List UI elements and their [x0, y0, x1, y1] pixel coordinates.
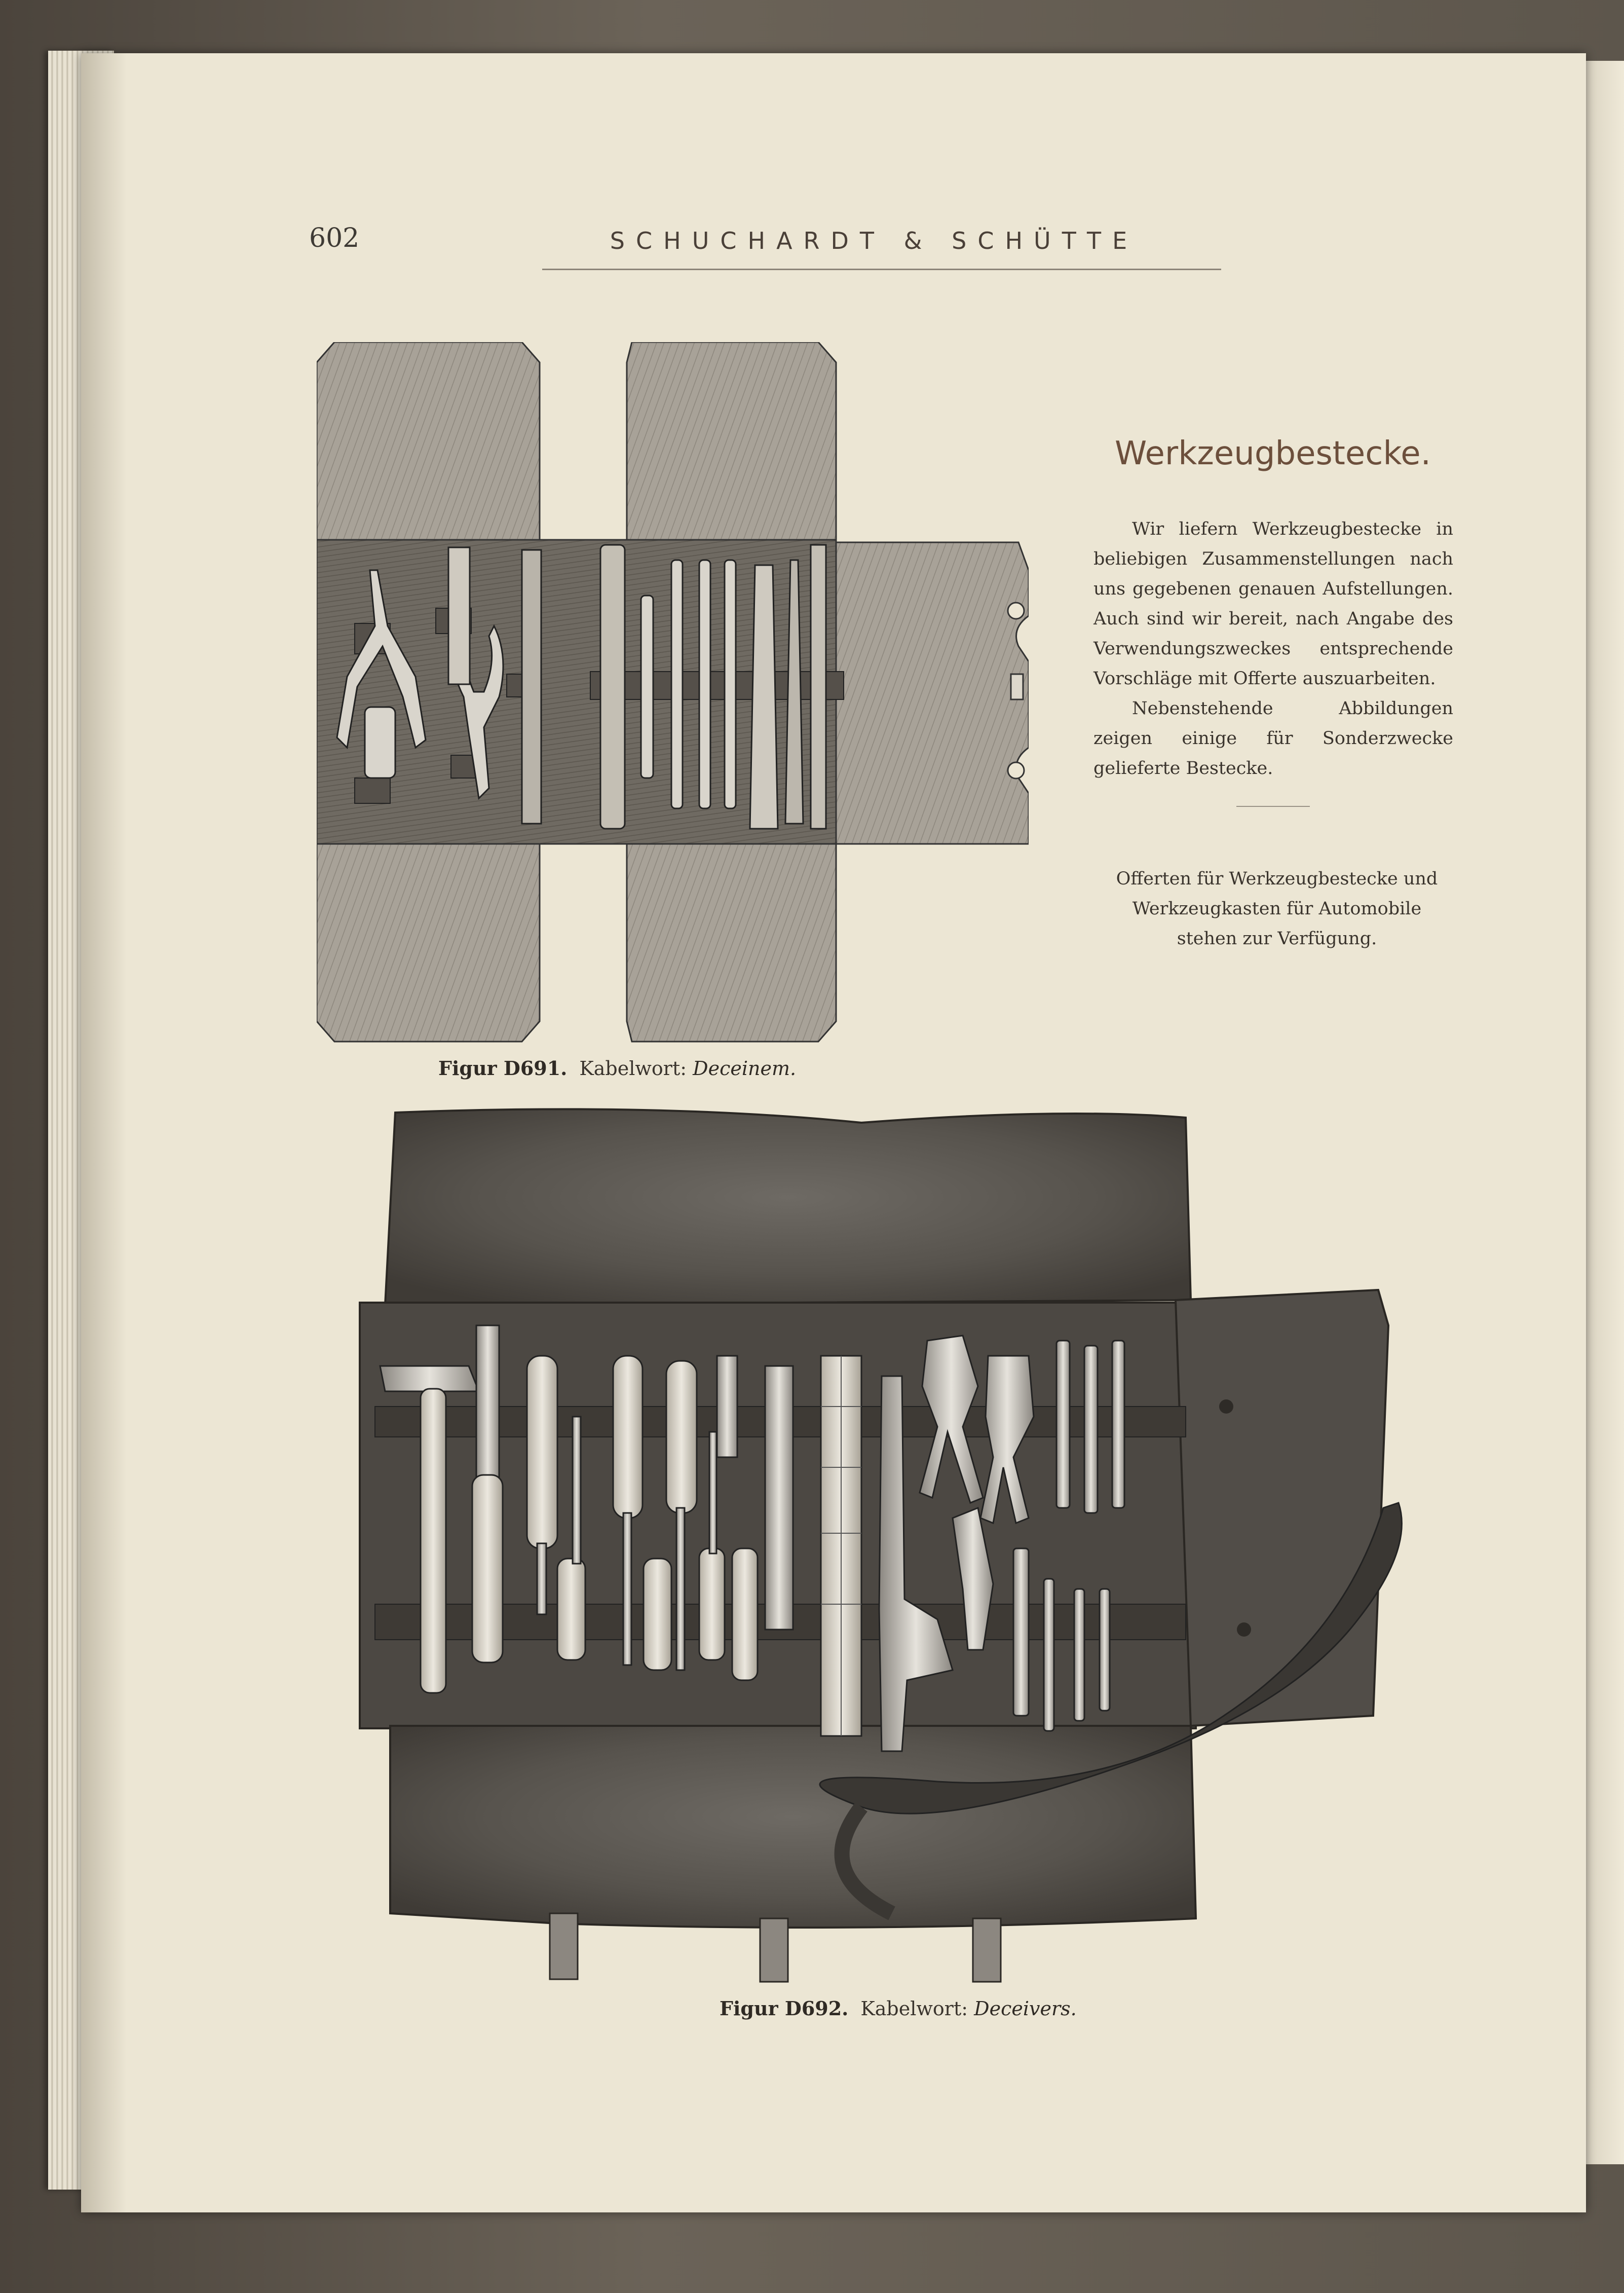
- section-title: Werkzeugbestecke.: [1115, 435, 1431, 472]
- offer-line: stehen zur Verfügung.: [1177, 929, 1377, 949]
- running-head: SCHUCHARDT & SCHÜTTE: [610, 227, 1139, 254]
- header-rule: [542, 269, 1221, 270]
- cable-code: Deceivers.: [974, 1998, 1077, 2020]
- offer-line: Werkzeugkasten für Automobile: [1132, 899, 1422, 919]
- offer-note: [1105, 864, 1449, 954]
- section-divider: [1236, 806, 1310, 807]
- offer-line: Offerten für Werkzeugbestecke und: [1116, 869, 1438, 889]
- figure-d692-leather-tool-roll-photo: [355, 1102, 1419, 1989]
- figure-label: Figur D691.: [438, 1057, 568, 1080]
- figure-d691-tool-roll-illustration: [317, 342, 1029, 1047]
- figure-d691-caption: [438, 1057, 796, 1080]
- section-body: [1093, 514, 1453, 784]
- gutter-shadow: [81, 53, 127, 2212]
- body-paragraph: Nebenstehende Abbildungen zeigen einige für Sonderzwecke gelieferte Bestecke.: [1093, 698, 1453, 779]
- page-number: 602: [309, 223, 360, 253]
- body-paragraph: Wir liefern Werkzeugbestecke in beliebigen Zusammenstellungen nach uns gegebenen genauen Aufstellungen. Auch sind wir bereit, nach Angabe des Verwendungszweckes entsprechende Vorschläge mit Offerte auszuarbeiten.: [1093, 519, 1453, 689]
- figure-label: Figur D692.: [720, 1997, 849, 2020]
- kabelwort-label: Kabelwort:: [579, 1057, 687, 1080]
- kabelwort-label: Kabelwort:: [860, 1998, 968, 2020]
- figure-d692-caption: [720, 1997, 1077, 2020]
- cable-code: Deceinem.: [693, 1057, 797, 1080]
- next-page-edge: [1581, 61, 1624, 2164]
